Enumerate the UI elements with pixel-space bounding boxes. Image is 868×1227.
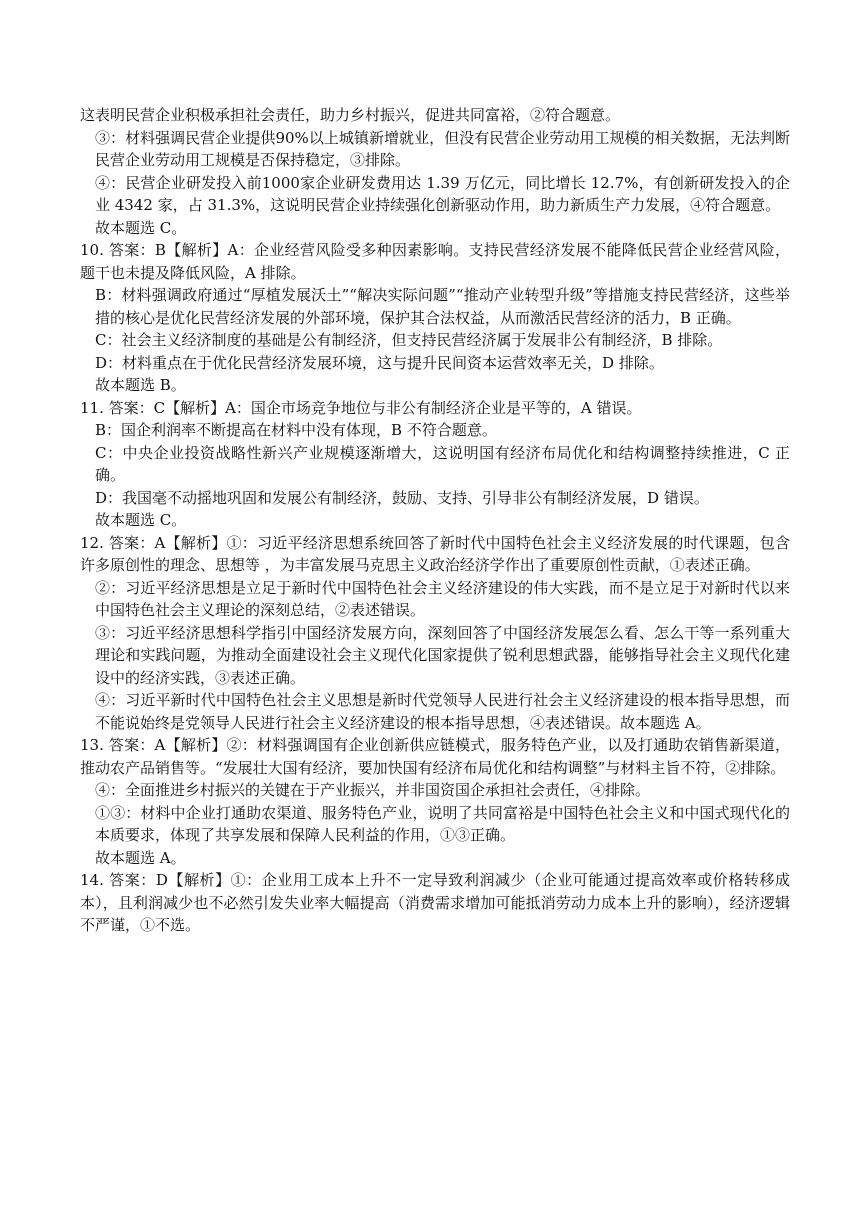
- paragraph: ③：材料强调民营企业提供90%以上城镇新增就业，但没有民营企业劳动用工规模的相关数据，无法判断民营企业劳动用工规模是否保持稳定，③排除。: [95, 128, 790, 169]
- question-14-answer: 14. 答案：D【解析】①：企业用工成本上升不一定导致利润减少（企业可能通过提高效率或价格转移成本），且利润减少也不必然引发失业率大幅提高（消费需求增加可能抵消劳动力成本上升的影响），经济逻辑不严谨，①不选。: [80, 871, 790, 934]
- paragraph: B：材料强调政府通过“厚植发展沃土”“解决实际问题”“推动产业转型升级”等措施支持民营经济，这些举措的核心是优化民营经济发展的外部环境，保护其合法权益，从而激活民营经济的活力，B 正确。: [95, 286, 790, 327]
- paragraph: D：我国毫不动摇地巩固和发展公有制经济，鼓励、支持、引导非公有制经济发展，D 错误。: [95, 488, 709, 507]
- question-10-answer: 10. 答案：B【解析】A：企业经营风险受多种因素影响。支持民营经济发展不能降低民营企业经营风险，题干也未提及降低风险，A 排除。: [80, 241, 790, 282]
- paragraph: 故本题选 C。: [95, 511, 187, 529]
- paragraph: 这表明民营企业积极承担社会责任，助力乡村振兴，促进共同富裕，②符合题意。: [80, 106, 621, 124]
- paragraph: 故本题选 C。: [95, 218, 187, 237]
- paragraph: C：社会主义经济制度的基础是公有制经济，但支持民营经济属于发展非公有制经济，B 排除。: [95, 331, 723, 349]
- paragraph: ④：全面推进乡村振兴的关键在于产业振兴，并非国资国企承担社会责任，④排除。: [95, 781, 651, 799]
- question-13-answer: 13. 答案：A【解析】②：材料强调国有企业创新供应链模式，服务特色产业，以及打通助农销售新渠道，推动农产品销售等。“发展壮大国有经济，要加快国有经济布局优化和结构调整”与材料主旨不符，②排除。: [80, 736, 790, 777]
- paragraph: C：中央企业投资战略性新兴产业规模逐渐增大，这说明国有经济布局优化和结构调整持续推进，C 正确。: [95, 443, 790, 484]
- answer-analysis-text: [80, 104, 790, 937]
- paragraph: ④：习近平新时代中国特色社会主义思想是新时代党领导人民进行社会主义经济建设的根本指导思想，而不能说始终是党领导人民进行社会主义经济建设的根本指导思想，④表述错误。故本题选 A。: [95, 691, 790, 732]
- paragraph: ①③：材料中企业打通助农渠道、服务特色产业，说明了共同富裕是中国特色社会主义和中国式现代化的本质要求，体现了共享发展和保障人民利益的作用，①③正确。: [95, 803, 790, 844]
- question-11-answer: 11. 答案：C【解析】A：国企市场竞争地位与非公有制经济企业是平等的，A 错误。: [80, 398, 642, 417]
- question-12-answer: 12. 答案：A【解析】①：习近平经济思想系统回答了新时代中国特色社会主义经济发展的时代课题，包含许多原创性的理念、思想等 ，为丰富发展马克思主义政治经济学作出了重要原创性贡献，①表述正确。: [80, 533, 790, 574]
- paragraph: 故本题选 A。: [95, 848, 186, 867]
- paragraph: D：材料重点在于优化民营经济发展环境，这与提升民间资本运营效率无关，D 排除。: [95, 353, 664, 372]
- paragraph: ③：习近平经济思想科学指引中国经济发展方向，深刻回答了中国经济发展怎么看、怎么干等一系列重大理论和实践问题，为推动全面建设社会主义现代化国家提供了锐利思想武器，能够指导社会主义现代化建设中的经济实践，③表述正确。: [95, 623, 790, 687]
- paragraph: 故本题选 B。: [95, 376, 186, 394]
- paragraph: ④：民营企业研发投入前1000家企业研发费用达 1.39 万亿元，同比增长 12.7%，有创新研发投入的企业 4342 家，占 31.3%，这说明民营企业持续强化创新驱动作用，助力新质生产力发展，④符合题意。: [95, 173, 790, 214]
- paragraph: B：国企利润率不断提高在材料中没有体现，B 不符合题意。: [95, 421, 497, 439]
- paragraph: ②：习近平经济思想是立足于新时代中国特色社会主义经济建设的伟大实践，而不是立足于对新时代以来中国特色社会主义理论的深刻总结，②表述错误。: [95, 578, 790, 619]
